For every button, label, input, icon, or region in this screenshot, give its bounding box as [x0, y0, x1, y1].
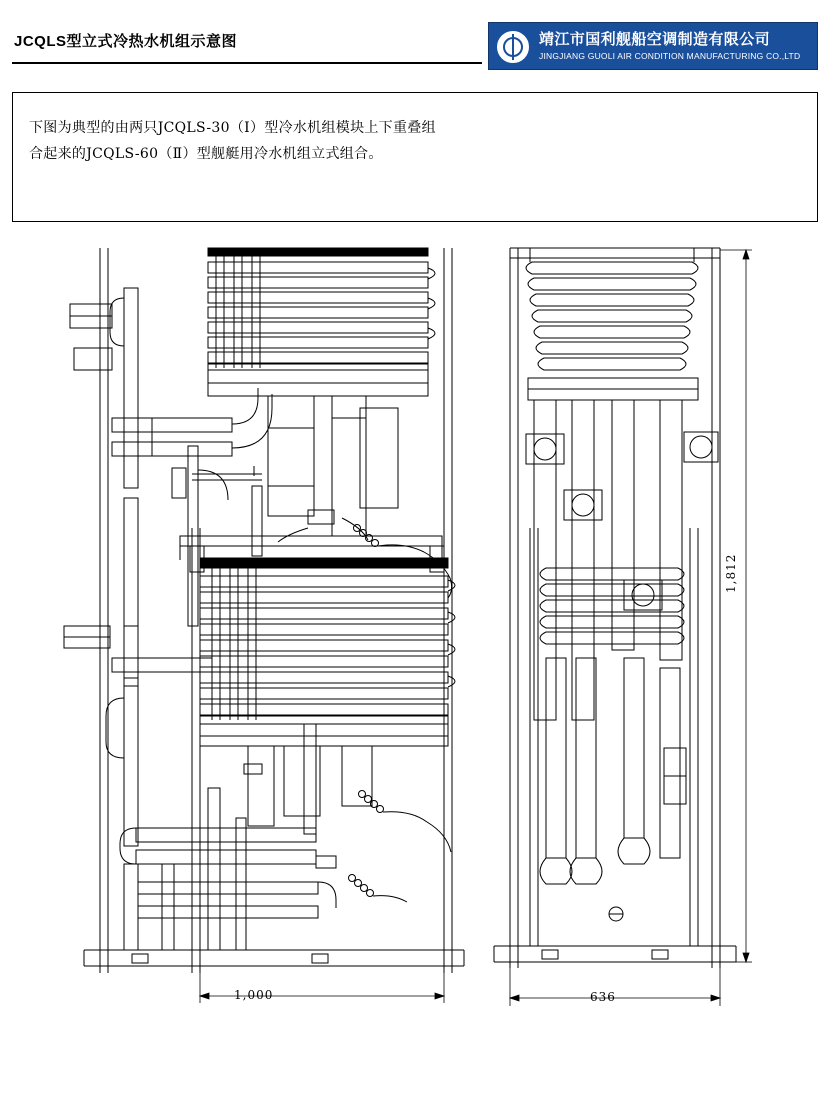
circular-emblem-icon — [495, 29, 531, 65]
dimension-front-width: 1,000 — [234, 988, 274, 1002]
side-view — [494, 248, 736, 968]
spring-symbol-lower-2 — [349, 875, 408, 903]
front-view — [64, 248, 464, 973]
drawing-canvas — [12, 228, 818, 1028]
company-banner — [488, 22, 818, 70]
upper-coil-bank — [208, 262, 428, 363]
technical-drawing — [12, 228, 818, 1028]
dimension-overall-height: 1,812 — [724, 553, 738, 593]
company-name-cn: 靖江市国利舰船空调制造有限公司 — [539, 31, 771, 48]
description-text: 下图为典型的由两只JCQLS-30（Ⅰ）型冷水机组模块上下重叠组合起来的JCQLS-60（Ⅱ）型舰艇用冷水机组立式组合。 — [29, 120, 436, 162]
spring-symbol-upper — [354, 525, 425, 553]
valve-hex-4 — [684, 432, 718, 462]
side-upper-coil — [526, 262, 698, 370]
description-box — [12, 92, 818, 222]
lower-coil-bank — [200, 576, 448, 715]
page-header — [0, 0, 830, 78]
page-title: JCQLS型立式冷热水机组示意图 — [14, 33, 238, 50]
title-divider — [12, 62, 482, 64]
valve-hex-1 — [526, 434, 564, 464]
company-name-en: JINGJIANG GUOLI AIR CONDITION MANUFACTURING CO.,LTD — [539, 51, 801, 61]
dimension-side-width: 636 — [590, 990, 616, 1004]
valve-hex-2 — [564, 490, 602, 520]
